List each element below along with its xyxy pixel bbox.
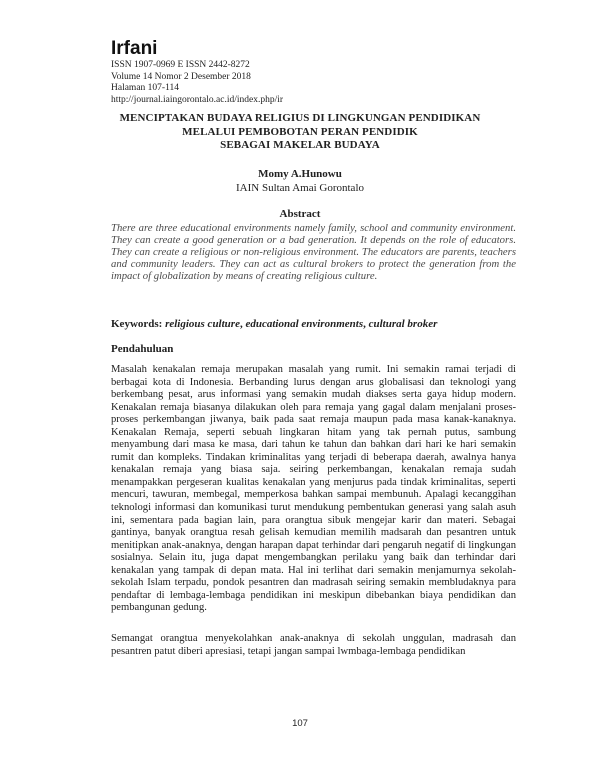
title-line-3: SEBAGAI MAKELAR BUDAYA	[220, 139, 380, 151]
author-affiliation: IAIN Sultan Amai Gorontalo	[235, 182, 364, 194]
keywords-line	[111, 317, 516, 331]
title-line-2: MELALUI PEMBOBOTAN PERAN PENDIDIK	[182, 125, 418, 138]
keyword-separator: ,	[239, 318, 243, 330]
journal-meta	[111, 60, 283, 106]
page-number: 107	[292, 718, 308, 729]
article-title	[100, 112, 500, 153]
volume-line: Volume 14 Nomor 2 Desember 2018	[111, 71, 251, 82]
abstract-text: There are three educational environments namely family, school and community environment. They can create a good generation or a bad generation. It depends on the role of educators. They can create a religious or non-religious environment. The educators are parents, teachers and community leaders. They can act as cultural brokers to protect the generation from the impact of globalization by means of creating religious culture.	[111, 222, 516, 283]
journal-url: http://journal.iaingorontalo.ac.id/index.php/ir	[111, 94, 284, 105]
body-paragraph: Masalah kenakalan remaja merupakan masalah yang rumit. Ini semakin ramai terjadi di berbagai kota di Indonesia. Berbanding lurus dengan arus globalisasi dan teknologi yang berkembang pesat, arus informasi yang semakin mudah diakses serta gaya hidup modern. Kenakalan remaja biasanya dilakukan oleh para remaja yang gagal dalam menjalani proses-proses perkembangan jiwanya, baik pada saat remaja maupun pada masa kanak-kanaknya. Kenakalan Remaja, seperti sebuah lingkaran hitam yang tak pernah putus, sambung menyambung dari masa ke masa, dari tahun ke tahun dan bahkan dari hari ke hari semakin rumit dan kompleks. Tindakan kriminalitas yang terjadi di beberapa daerah, awalnya hanya kenakalan remaja yang biasa saja. seiring perkembangan, kenakalan remaja sudah menampakkan pergeseran kualitas kenakalan yang menjurus pada tindak kriminalitas, seperti mencuri, tawuran, membegal, memperkosa bahkan sampai membunuh. Apalagi kecanggihan teknologi informasi dan komunikasi turut mendukung pembentukan generasi yang salah asuh ini, sementara pada bagian lain, para orangtua sibuk mengejar karir dan materi. Sebagai gantinya, banyak orangtua resah gelisah kemudian memilih madsarah dan pesantren untuk menitipkan anak-anaknya, dengan harapan dapat terhindar dari pengaruh negatif di lingkungan sosialnya. Selain itu, juga dapat mengembangkan perilaku yang baik dan terhindar dari kenakalan yang tampak di depan mata. Hal ini terlihat dari semakin menjamurnya sekolah-sekolah Islam terpadu, pondok pesantren dan madrasah seiring semakin membludaknya para pendaftar di lembaga-lembaga pendidikan ini meskipun dibebankan biaya pendidikan dan pembangunan gedung.	[111, 364, 516, 614]
keywords-label: Keywords:	[111, 318, 163, 330]
keyword-item: cultural broker	[368, 318, 438, 330]
body-paragraph: Semangat orangtua menyekolahkan anak-anaknya di sekolah unggulan, madrasah dan pesantren patut diberi apresiasi, tetapi jangan sampai lwmbaga-lembaga pendidikan	[111, 633, 516, 657]
author-block	[100, 167, 500, 195]
section-heading: Pendahuluan	[111, 343, 174, 355]
abstract-heading: Abstract	[279, 208, 321, 220]
journal-name: Irfani	[111, 38, 158, 59]
author-name: Momy A.Hunowu	[258, 168, 342, 180]
issn-line: ISSN 1907-0969 E ISSN 2442-8272	[111, 60, 250, 70]
keyword-separator: ,	[363, 318, 366, 330]
pages-line: Halaman 107-114	[111, 83, 179, 94]
keyword-item: religious culture	[165, 318, 240, 330]
keyword-item: educational environments	[245, 318, 364, 330]
title-line-1: MENCIPTAKAN BUDAYA RELIGIUS DI LINGKUNGAN PENDIDIKAN	[119, 112, 481, 124]
